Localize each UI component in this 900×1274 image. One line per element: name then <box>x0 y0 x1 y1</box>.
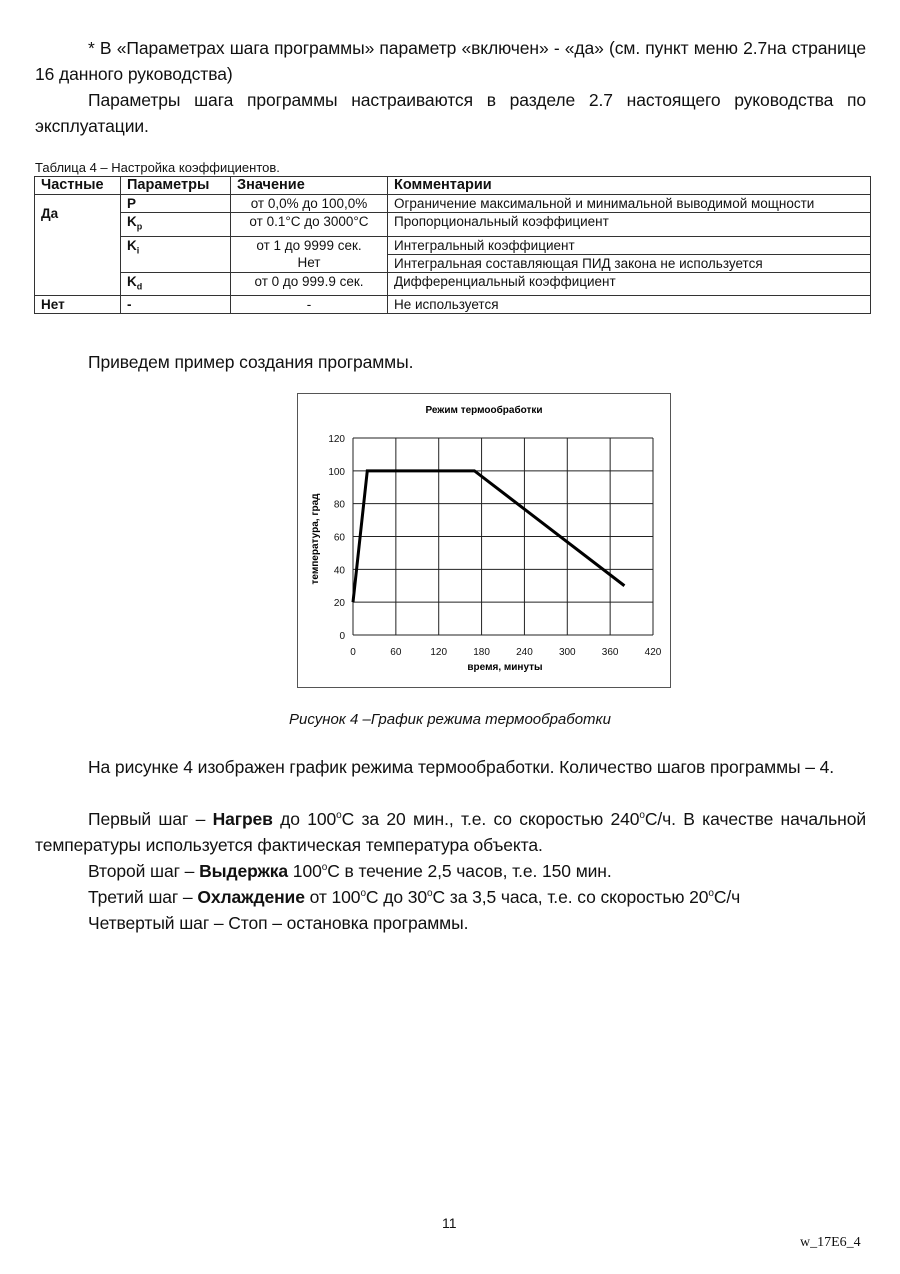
comment-cell: Дифференциальный коэффициент <box>388 272 871 296</box>
step-2-paragraph: Второй шаг – Выдержка 100$^o$C в течение 2,5 часов, т.е. 150 мин. <box>88 861 612 881</box>
note-paragraph: * В «Параметрах шага программы» параметр «включен» - «да» (см. пункт меню 2.7на странице 16 данного руководства) <box>35 38 866 84</box>
y-axis-label: температура, град <box>310 493 321 585</box>
value-cell: от 1 до 9999 сек. Нет <box>231 236 388 272</box>
svg-text:80: 80 <box>333 499 345 511</box>
svg-text:0: 0 <box>339 631 345 642</box>
value-cell: от 0 до 999.9 сек. <box>231 272 388 296</box>
param-cell: $K_p$ <box>121 213 231 237</box>
example-paragraph: Приведем пример создания программы. <box>88 352 414 372</box>
figure-caption: Рисунок 4 –График режима термообработки <box>289 711 611 728</box>
svg-text:100: 100 <box>328 466 345 478</box>
svg-text:360: 360 <box>601 647 619 658</box>
svg-text:240: 240 <box>516 647 533 658</box>
table-row <box>35 195 871 213</box>
header-cell: Комментарии <box>388 177 871 195</box>
svg-text:0: 0 <box>350 647 356 658</box>
step-1-paragraph: Первый шаг – Нагрев до 100$^o$C за 20 мин., т.е. со скоростью 240$^o$C/ч. В качестве начальной температуры используется фактическая температура объекта. <box>35 809 866 855</box>
header-cell: Частные <box>35 177 121 195</box>
chart-title: Режим термообработки <box>425 405 543 416</box>
value-cell: от 0,0% до 100,0% <box>231 195 388 213</box>
chart-svg <box>298 394 670 687</box>
group-yes-cell: Да <box>35 195 121 296</box>
chart-grid <box>353 438 653 635</box>
svg-text:60: 60 <box>390 647 402 658</box>
comment-cell: Интегральная составляющая ПИД закона не используется <box>388 254 871 272</box>
x-tick-labels <box>350 647 662 658</box>
heat-treatment-chart <box>297 393 671 688</box>
svg-text:420: 420 <box>644 647 662 658</box>
comment-cell: Ограничение максимальной и минимальной выводимой мощности <box>388 195 871 213</box>
param-cell: P <box>121 195 231 213</box>
svg-text:20: 20 <box>333 598 345 610</box>
table-row <box>35 213 871 237</box>
value-cell: от 0.1°C до 3000°C <box>231 213 388 237</box>
document-id: w_17E6_4 <box>800 1235 861 1250</box>
step-3-paragraph: Третий шаг – Охлаждение от 100$^o$C до 30$^o$C за 3,5 часа, т.е. со скоростью 20$^o$C/ч <box>88 887 741 907</box>
step-4-paragraph: Четвертый шаг – Стоп – остановка программы. <box>88 913 469 933</box>
svg-text:60: 60 <box>333 532 345 544</box>
table-row <box>35 272 871 296</box>
param-cell: $K_d$ <box>121 272 231 296</box>
comment-cell: Интегральный коэффициент <box>388 236 871 254</box>
comment-cell: Не используется <box>388 296 871 314</box>
param-cell: - <box>121 296 231 314</box>
coefficients-table <box>34 176 871 314</box>
header-cell: Параметры <box>121 177 231 195</box>
x-axis-label: время, минуты <box>467 662 543 673</box>
svg-text:300: 300 <box>558 647 576 658</box>
table-row <box>35 296 871 314</box>
value-cell: - <box>231 296 388 314</box>
figure-description-paragraph: На рисунке 4 изображен график режима термообработки. Количество шагов программы – 4. <box>88 757 835 777</box>
header-cell: Значение <box>231 177 388 195</box>
table-row <box>35 236 871 254</box>
table-caption: Таблица 4 – Настройка коэффициентов. <box>35 160 280 175</box>
intro-paragraph: Параметры шага программы настраиваются в разделе 2.7 настоящего руководства по эксплуатации. <box>35 90 866 136</box>
param-cell: $K_i$ <box>121 236 231 272</box>
group-no-cell: Нет <box>35 296 121 314</box>
table-header-row <box>35 177 871 195</box>
svg-text:120: 120 <box>430 647 448 658</box>
y-tick-labels <box>328 434 345 642</box>
page-number: 11 <box>442 1215 457 1231</box>
svg-text:120: 120 <box>328 434 345 445</box>
svg-text:180: 180 <box>473 647 490 658</box>
svg-text:40: 40 <box>333 565 345 577</box>
comment-cell: Пропорциональный коэффициент <box>388 213 871 237</box>
